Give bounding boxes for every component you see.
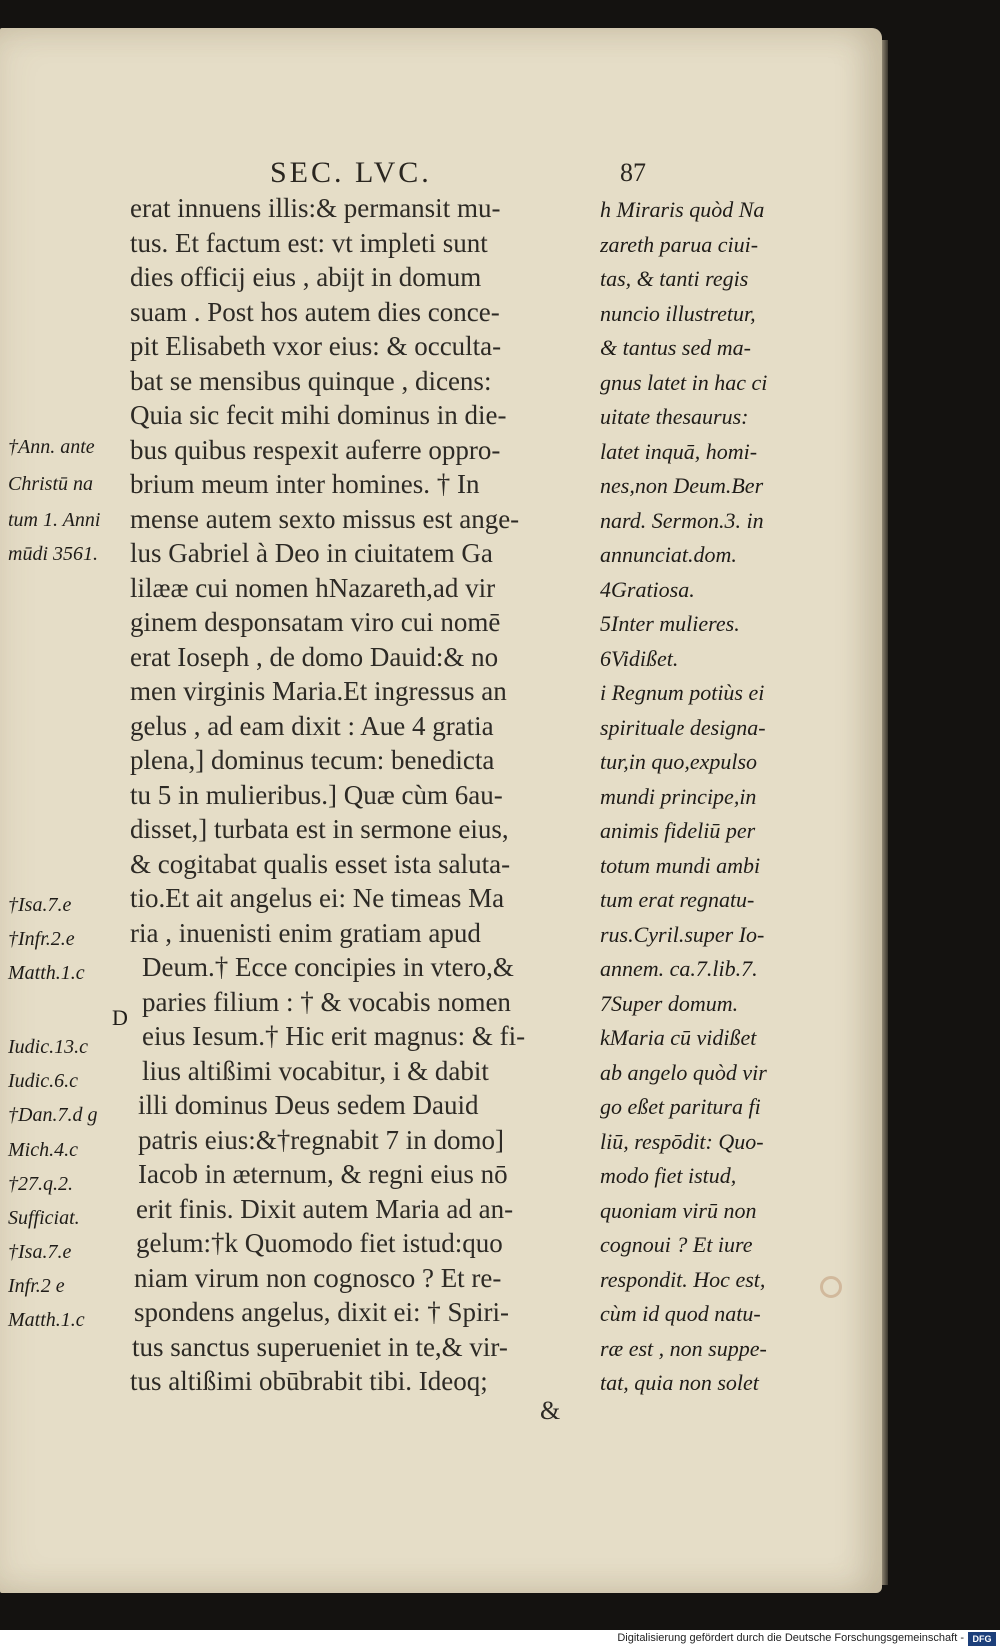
main-line-16: gelus , ad eam dixit : Aue 4 gratia — [130, 710, 494, 741]
section-letter: D — [112, 1005, 128, 1030]
left-note-line: Matth.1.c — [8, 1309, 85, 1331]
right-note-line: 4Gratiosa. — [600, 576, 695, 602]
right-note-line: 5Inter mulieres. — [600, 611, 740, 636]
main-line-3: dies officij eius , abijt in domum — [130, 262, 482, 292]
main-line-24: paries filium : † & vocabis nomen — [142, 986, 511, 1017]
left-note-line: †Infr.2.e — [8, 928, 75, 950]
main-line-26: lius altißimi vocabitur, i & dabit — [142, 1055, 489, 1086]
right-note-line: nes,non Deum.Ber — [600, 473, 764, 498]
running-head-title: SEC. LVC. — [270, 156, 432, 189]
footer-bar — [0, 1630, 1000, 1649]
left-note-line: Christū na — [8, 473, 94, 495]
right-note-line: gnus latet in hac ci — [600, 369, 768, 395]
left-note-line: †Ann. ante — [8, 436, 95, 458]
right-note-line: ræ est , non suppe- — [600, 1335, 767, 1361]
main-line-8: bus quibus respexit auferre oppro- — [130, 434, 501, 465]
main-line-14: erat Ioseph , de domo Dauid:& no — [130, 641, 499, 672]
main-line-19: disset,] turbata est in sermone eius, — [130, 814, 509, 844]
main-line-31: gelum:†k Quomodo fiet istud:quo — [136, 1228, 503, 1258]
main-line-18: tu 5 in mulieribus.] Quæ cùm 6au- — [130, 779, 503, 810]
page-number: 87 — [620, 158, 646, 187]
right-note-line: h Miraris quòd Na — [600, 197, 765, 222]
book-page — [0, 28, 882, 1593]
left-note-line: †Isa.7.e — [8, 894, 72, 916]
right-note-line: mundi principe,in — [600, 783, 757, 809]
left-note-line: mūdi 3561. — [8, 543, 98, 565]
right-note-line: tat, quia non solet — [600, 1370, 759, 1395]
left-note-line: Iudic.6.c — [8, 1070, 78, 1092]
main-line-11: lus Gabriel à Deo in ciuitatem Ga — [130, 538, 493, 568]
right-note-line: tas, & tanti regis — [600, 266, 749, 291]
right-note-line: latet inquā, homi- — [600, 438, 758, 464]
left-note-line: Mich.4.c — [8, 1139, 78, 1161]
main-line-22: ria , inuenisti enim gratiam apud — [130, 917, 481, 948]
main-line-28: patris eius:&†regnabit 7 in domo] — [138, 1124, 504, 1155]
right-note-line: quoniam virū non — [600, 1197, 757, 1223]
right-note-line: kMaria cū vidißet — [600, 1025, 757, 1050]
main-line-9: brium meum inter homines. † In — [130, 469, 480, 499]
left-note-line: †27.q.2. — [8, 1173, 73, 1195]
right-note-line: & tantus sed ma- — [600, 335, 751, 360]
right-margin-notes — [600, 193, 820, 1401]
main-line-12: lilææ cui nomen hNazareth,ad vir — [130, 572, 496, 603]
right-note-line: totum mundi ambi — [600, 852, 761, 878]
right-note-line: cognoui ? Et iure — [600, 1232, 753, 1257]
footer-credit: Digitalisierung gefördert durch die Deutsche Forschungsgemeinschaft - — [617, 1632, 964, 1644]
main-line-7: Quia sic fecit mihi dominus in die- — [130, 400, 507, 430]
right-note-line: 7Super domum. — [600, 990, 739, 1016]
main-line-23: Deum.† Ecce concipies in vtero,& — [142, 952, 514, 982]
right-note-line: annem. ca.7.lib.7. — [600, 956, 758, 981]
main-text-column — [130, 191, 600, 1399]
catchword: & — [540, 1396, 561, 1425]
right-note-line: tur,in quo,expulso — [600, 749, 758, 774]
right-note-line: tum erat regnatu- — [600, 887, 755, 912]
right-note-line: rus.Cyril.super Io- — [600, 921, 765, 947]
dfg-logo: DFG — [968, 1632, 996, 1646]
main-line-2: tus. Et factum est: vt impleti sunt — [130, 227, 488, 258]
right-note-line: go eßet paritura fi — [600, 1094, 761, 1119]
right-note-line: annunciat.dom. — [600, 542, 737, 567]
right-note-line: zareth parua ciui- — [600, 231, 759, 257]
main-line-21: tio.Et ait angelus ei: Ne timeas Ma — [130, 883, 505, 913]
main-line-29: Iacob in æternum, & regni eius nō — [138, 1159, 508, 1189]
right-note-line: spirituale designa- — [600, 714, 766, 740]
main-line-1: erat innuens illis:& permansit mu- — [130, 193, 501, 223]
main-line-34: tus sanctus superueniet in te,& vir- — [132, 1331, 508, 1362]
right-note-line: respondit. Hoc est, — [600, 1266, 766, 1292]
right-note-line: ab angelo quòd vir — [600, 1059, 767, 1085]
running-head — [0, 156, 882, 196]
right-note-line: liū, respōdit: Quo- — [600, 1128, 764, 1154]
right-note-line: 6Vidißet. — [600, 645, 679, 671]
main-line-17: plena,] dominus tecum: benedicta — [130, 745, 495, 775]
paper-stain — [820, 1276, 842, 1298]
main-line-4: suam . Post hos autem dies conce- — [130, 296, 500, 327]
right-note-line: animis fideliū per — [600, 818, 756, 843]
main-line-6: bat se mensibus quinque , dicens: — [130, 365, 492, 396]
right-note-line: i Regnum potiùs ei — [600, 680, 765, 705]
right-note-line: nard. Sermon.3. in — [600, 507, 764, 533]
main-line-10: mense autem sexto missus est ange- — [130, 503, 520, 534]
main-line-5: pit Elisabeth vxor eius: & occulta- — [130, 331, 502, 361]
main-line-27: illi dominus Deus sedem Dauid — [138, 1090, 479, 1120]
left-note-line: Matth.1.c — [8, 962, 85, 984]
main-line-30: erit finis. Dixit autem Maria ad an- — [136, 1193, 514, 1224]
left-note-line: †Isa.7.e — [8, 1241, 72, 1263]
main-line-13: ginem desponsatam viro cui nomē — [130, 607, 501, 637]
main-line-15: men virginis Maria.Et ingressus an — [130, 676, 507, 706]
main-line-35: tus altißimi obūbrabit tibi. Ideoq; — [130, 1366, 488, 1396]
main-line-33: spondens angelus, dixit ei: † Spiri- — [134, 1297, 509, 1327]
left-note-line: tum 1. Anni — [8, 509, 101, 531]
right-note-line: modo fiet istud, — [600, 1163, 737, 1188]
left-note-line: †Dan.7.d g — [8, 1104, 98, 1126]
right-note-line: nuncio illustretur, — [600, 300, 756, 326]
main-line-20: & cogitabat qualis esset ista saluta- — [130, 848, 511, 879]
right-note-line: uitate thesaurus: — [600, 404, 749, 429]
right-note-line: cùm id quod natu- — [600, 1301, 761, 1326]
left-note-line: Iudic.13.c — [8, 1036, 88, 1058]
left-note-line: Infr.2 e — [8, 1275, 65, 1297]
page-edge — [882, 40, 888, 1585]
main-line-32: niam virum non cognosco ? Et re- — [134, 1262, 502, 1293]
left-note-line: Sufficiat. — [8, 1207, 80, 1229]
main-line-25: eius Iesum.† Hic erit magnus: & fi- — [142, 1021, 526, 1051]
